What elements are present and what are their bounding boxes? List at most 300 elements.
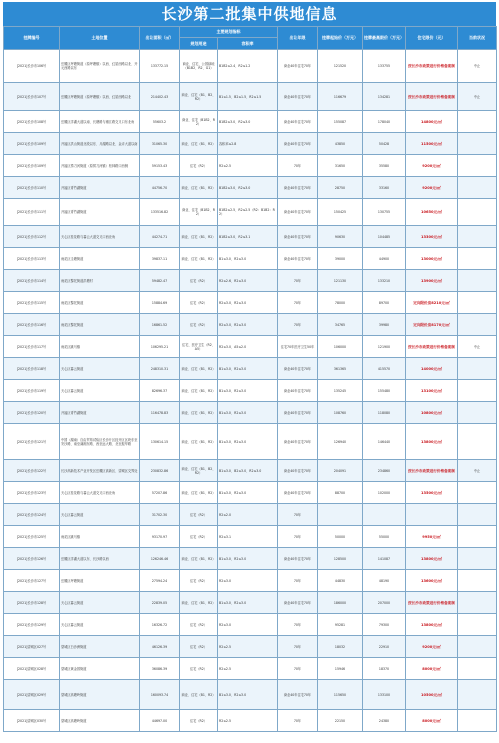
lot-no-cell: [2021]长沙市106号	[4, 50, 60, 83]
start-price-cell: 22150	[318, 710, 363, 732]
use-cell: 住宅（R2）	[180, 636, 218, 658]
volume-cell: B1≤1.5、B2≤1.5、R2≤1.5	[218, 83, 278, 111]
lot-no-cell: [2021]长沙市108号	[4, 111, 60, 133]
term-cell: 商业40年住宅70年	[278, 111, 318, 133]
volume-cell: B1≤3.0、R2≤3.0	[218, 248, 278, 270]
area-cell: 248310.31	[140, 358, 180, 380]
term-cell: 70年	[278, 314, 318, 336]
position-cell: 天心区暮云街道	[60, 380, 140, 402]
use-cell: 商业、住宅（B1、R2）	[180, 680, 218, 710]
status-cell	[458, 570, 497, 592]
max-price-cell: 121900	[363, 336, 406, 358]
use-cell: 商业、住宅（B1、R2）	[180, 592, 218, 614]
header-start-price: 挂牌起始价（万元）	[318, 27, 363, 50]
lot-no-cell: [2021]长沙市112号	[4, 226, 60, 248]
header-position: 土地位置	[60, 27, 140, 50]
header-area: 出让面积（㎡）	[140, 27, 180, 50]
position-cell: 雨花区跳马镇	[60, 336, 140, 358]
term-cell: 商业40年住宅70年	[278, 358, 318, 380]
start-price-cell: 108760	[318, 402, 363, 424]
use-cell: 住宅（R2）	[180, 570, 218, 592]
status-cell	[458, 270, 497, 292]
term-cell: 商业40年住宅70年	[278, 199, 318, 226]
term-cell: 商业40年住宅70年	[278, 248, 318, 270]
area-cell: 16326.72	[140, 614, 180, 636]
position-cell: 长沙高新技术产业开发区岳麓区高新区、望城区交界处	[60, 460, 140, 482]
housing-price-cell: 按长沙市政策进行价格备案制	[406, 460, 458, 482]
area-cell: 44274.71	[140, 226, 180, 248]
area-cell: 36086.39	[140, 658, 180, 680]
term-cell: 商业40年住宅70年	[278, 424, 318, 460]
term-cell: 70年	[278, 526, 318, 548]
position-cell: 望城区黄金园街道	[60, 658, 140, 680]
start-price-cell: 361365	[318, 358, 363, 380]
status-cell: 中止	[458, 336, 497, 358]
use-cell: 商业、住宅（B1、B2、R2）	[180, 460, 218, 482]
use-cell: 住宅（R2）	[180, 504, 218, 526]
term-cell: 商业40年住宅70年	[278, 380, 318, 402]
status-cell	[458, 226, 497, 248]
status-cell	[458, 482, 497, 504]
position-cell: 开福区青竹湖街道	[60, 199, 140, 226]
use-cell: 商业、住宅（B1、R2）	[180, 424, 218, 460]
start-price-cell: 128500	[318, 548, 363, 570]
lot-no-cell: [2021]长沙市115号	[4, 292, 60, 314]
status-cell	[458, 292, 497, 314]
start-price-cell: 90630	[318, 226, 363, 248]
status-cell	[458, 548, 497, 570]
use-cell: 住宅（R2）	[180, 710, 218, 732]
position-cell: 雨花区黎托街道洪塘村	[60, 270, 140, 292]
position-cell: 岳麓区坪塘街道（原坪塘镇）以西、红星西路以北	[60, 83, 140, 111]
lot-no-cell: [2021]望城区030号	[4, 710, 60, 732]
position-cell: 开福区捞刀河街道（原捞刀河镇）松林路口西侧	[60, 155, 140, 177]
max-price-cell: 55000	[363, 526, 406, 548]
volume-cell: R2≤3.1	[218, 526, 278, 548]
max-price-cell: 130755	[363, 199, 406, 226]
volume-cell: 容积率≤2.8	[218, 133, 278, 155]
start-price-cell	[318, 504, 363, 526]
table-row	[4, 314, 497, 336]
position-cell: 开福区青竹湖街道	[60, 177, 140, 199]
status-cell	[458, 199, 497, 226]
start-price-cell: 121520	[318, 50, 363, 83]
max-price-cell: 89700	[363, 292, 406, 314]
volume-cell: R2≤2.5	[218, 658, 278, 680]
use-cell: 商业、住宅（B1、R2）	[180, 548, 218, 570]
status-cell	[458, 658, 497, 680]
position-cell: 天心区桂花路与暮云大道交叉口西北角	[60, 482, 140, 504]
term-cell: 商业40年住宅70年	[278, 177, 318, 199]
max-price-cell: 104485	[363, 226, 406, 248]
term-cell: 70年	[278, 710, 318, 732]
position-cell: 雨花区黎托街道	[60, 292, 140, 314]
max-price-cell: 22910	[363, 636, 406, 658]
housing-price-cell: 定向限价房8170元/㎡	[406, 314, 458, 336]
volume-cell: B1≤3.0、R2≤3.0	[218, 482, 278, 504]
start-price-cell: 39000	[318, 248, 363, 270]
max-price-cell: 39980	[363, 314, 406, 336]
use-cell: 商业、住宅（B1、R2）	[180, 248, 218, 270]
start-price-cell: 186000	[318, 592, 363, 614]
area-cell: 116478.83	[140, 402, 180, 424]
position-cell: 雨花区黎托街道	[60, 314, 140, 336]
volume-cell: B1B2≤3.0、R2≤3.0	[218, 111, 278, 133]
lot-no-cell: [2021]长沙市123号	[4, 482, 60, 504]
header-status: 当前状况	[458, 27, 497, 50]
volume-cell: B1≤3.0、B2≤3.0、R2≤3.0	[218, 460, 278, 482]
start-price-cell: 31650	[318, 155, 363, 177]
max-price-cell: 134281	[363, 83, 406, 111]
housing-price-cell: 按长沙市政策进行价格备案制	[406, 336, 458, 358]
header-use: 规划用途	[180, 38, 218, 50]
housing-price-cell: 8000元/㎡	[406, 710, 458, 732]
housing-price-cell: 13900元/㎡	[406, 270, 458, 292]
term-cell: 商业40年住宅70年	[278, 592, 318, 614]
volume-cell: B1≤3.0、R2≤3.0	[218, 358, 278, 380]
status-cell	[458, 424, 497, 460]
lot-no-cell: [2021]长沙市117号	[4, 336, 60, 358]
table-row	[4, 526, 497, 548]
max-price-cell: 178040	[363, 111, 406, 133]
position-cell: 岳麓区坪塘街道（原坪塘镇）以西、红星西路以北、开元西路以东	[60, 50, 140, 83]
term-cell: 商业40年住宅70年	[278, 50, 318, 83]
table-row	[4, 424, 497, 460]
area-cell: 59482.47	[140, 270, 180, 292]
lot-no-cell: [2021]长沙市116号	[4, 314, 60, 336]
table-row	[4, 482, 497, 504]
status-cell	[458, 710, 497, 732]
position-cell: 天心区暮云街道	[60, 504, 140, 526]
lot-no-cell: [2021]长沙市107号	[4, 83, 60, 111]
lot-no-cell: [2021]长沙市122号	[4, 460, 60, 482]
area-cell: 126246.46	[140, 548, 180, 570]
max-price-cell: 415570	[363, 358, 406, 380]
area-cell: 130614.15	[140, 424, 180, 460]
table-row	[4, 226, 497, 248]
table-row	[4, 402, 497, 424]
area-cell: 31702.30	[140, 504, 180, 526]
header-main-indicators: 主要规划指标	[180, 27, 278, 38]
table-row	[4, 177, 497, 199]
use-cell: 商业、住宅（B1、B2、R2）	[180, 83, 218, 111]
use-cell: 住宅（R2）	[180, 292, 218, 314]
volume-cell: R2≤2.0	[218, 504, 278, 526]
table-row	[4, 292, 497, 314]
housing-price-cell: 按长沙市政策进行价格备案制	[406, 50, 458, 83]
position-cell: 岳麓区洋湖大道以东、长沙路以西	[60, 548, 140, 570]
area-cell: 16861.52	[140, 314, 180, 336]
position-cell: 开福区青竹湖街道	[60, 402, 140, 424]
housing-price-cell: 按长沙市政策进行价格备案制	[406, 83, 458, 111]
table-row	[4, 592, 497, 614]
status-cell: 中止	[458, 460, 497, 482]
start-price-cell: 95281	[318, 614, 363, 636]
position-cell: 望城区高塘岭街道	[60, 710, 140, 732]
lot-no-cell: [2021]望城区028号	[4, 658, 60, 680]
housing-price-cell: 9200元/㎡	[406, 155, 458, 177]
volume-cell: R2≤3.0	[218, 570, 278, 592]
table-row	[4, 155, 497, 177]
start-price-cell: 88700	[318, 482, 363, 504]
area-cell: 15884.69	[140, 292, 180, 314]
max-price-cell: 133100	[363, 680, 406, 710]
use-cell: 住宅（R2）	[180, 614, 218, 636]
max-price-cell	[363, 504, 406, 526]
start-price-cell: 115650	[318, 680, 363, 710]
area-cell: 27594.24	[140, 570, 180, 592]
housing-price-cell: 13800元/㎡	[406, 614, 458, 636]
start-price-cell: 135245	[318, 380, 363, 402]
lot-no-cell: [2021]长沙市118号	[4, 358, 60, 380]
table-row	[4, 504, 497, 526]
housing-price-cell: 14000元/㎡	[406, 358, 458, 380]
term-cell: 70年	[278, 270, 318, 292]
status-cell	[458, 526, 497, 548]
start-price-cell: 78000	[318, 292, 363, 314]
status-cell	[458, 111, 497, 133]
lot-no-cell: [2021]长沙市125号	[4, 526, 60, 548]
area-cell: 106295.21	[140, 336, 180, 358]
term-cell: 商业40年住宅70年	[278, 226, 318, 248]
table-row	[4, 111, 497, 133]
volume-cell: R2≤3.0、R2≤3.0	[218, 314, 278, 336]
position-cell: 岳麓区坪塘街道	[60, 570, 140, 592]
term-cell: 70年	[278, 155, 318, 177]
area-cell: 22839.05	[140, 592, 180, 614]
max-price-cell: 35580	[363, 155, 406, 177]
lot-no-cell: [2021]长沙市113号	[4, 248, 60, 270]
area-cell: 160093.74	[140, 680, 180, 710]
max-price-cell: 18370	[363, 658, 406, 680]
use-cell: 商业、住宅（B1B2、R2）	[180, 111, 218, 133]
table-row	[4, 133, 497, 155]
status-cell	[458, 402, 497, 424]
area-cell: 57207.86	[140, 482, 180, 504]
start-price-cell: 126940	[318, 424, 363, 460]
start-price-cell: 150425	[318, 199, 363, 226]
term-cell: 70年	[278, 658, 318, 680]
max-price-cell: 118080	[363, 402, 406, 424]
volume-cell: R2≤3.0	[218, 614, 278, 636]
volume-cell: R2≤2.5	[218, 155, 278, 177]
max-price-cell: 207000	[363, 592, 406, 614]
lot-no-cell: [2021]长沙市126号	[4, 548, 60, 570]
table-row	[4, 199, 497, 226]
status-cell	[458, 504, 497, 526]
header-housing-price: 住宅限价（元）	[406, 27, 458, 50]
position-cell: 岳麓区洋湖大道以南、长塘路与湘江路交叉口东北角	[60, 111, 140, 133]
volume-cell: B1B2≤3.0、R2≤3.1	[218, 226, 278, 248]
volume-cell: R2≤3.0、A5≤2.0	[218, 336, 278, 358]
status-cell: 中止	[458, 83, 497, 111]
max-price-cell: 133755	[363, 50, 406, 83]
lot-no-cell: [2021]长沙市114号	[4, 270, 60, 292]
position-cell: 天心区暮云街道	[60, 592, 140, 614]
volume-cell: B1≤3.0、R2≤3.0	[218, 380, 278, 402]
start-price-cell: 15946	[318, 658, 363, 680]
max-price-cell: 141087	[363, 548, 406, 570]
area-cell: 230832.86	[140, 460, 180, 482]
use-cell: 商业、住宅（B1、R2）	[180, 226, 218, 248]
term-cell: 70年	[278, 292, 318, 314]
term-cell: 商业40年住宅70年	[278, 83, 318, 111]
max-price-cell: 102000	[363, 482, 406, 504]
table-body	[4, 50, 497, 732]
area-cell: 46126.39	[140, 636, 180, 658]
status-cell	[458, 133, 497, 155]
max-price-cell: 48190	[363, 570, 406, 592]
lot-no-cell: [2021]长沙市111号	[4, 199, 60, 226]
status-cell	[458, 680, 497, 710]
area-cell: 44756.70	[140, 177, 180, 199]
term-cell: 商业40年住宅70年	[278, 402, 318, 424]
table-row	[4, 658, 497, 680]
term-cell: 住宅70年医疗卫生50年	[278, 336, 318, 358]
term-cell: 商业40年住宅70年	[278, 548, 318, 570]
housing-price-cell: 13100元/㎡	[406, 380, 458, 402]
land-table	[3, 26, 497, 732]
area-cell: 31065.30	[140, 133, 180, 155]
lot-no-cell: [2021]长沙市124号	[4, 504, 60, 526]
use-cell: 住宅（R2）	[180, 270, 218, 292]
area-cell: 59153.43	[140, 155, 180, 177]
housing-price-cell: 8000元/㎡	[406, 658, 458, 680]
table-row	[4, 570, 497, 592]
volume-cell: B1≤3.0、R2≤3.0	[218, 592, 278, 614]
volume-cell: B1B2≤2.4、R2≤1.2	[218, 50, 278, 83]
status-cell	[458, 155, 497, 177]
use-cell: 商业、住宅（B1、R2）	[180, 358, 218, 380]
lot-no-cell: [2021]望城区029号	[4, 680, 60, 710]
housing-price-cell: 13300元/㎡	[406, 226, 458, 248]
position-cell: 天心区暮云街道	[60, 358, 140, 380]
header-max-price: 挂牌最高限价（万元）	[363, 27, 406, 50]
lot-no-cell: [2021]长沙市119号	[4, 380, 60, 402]
position-cell: 雨花区跳马镇	[60, 526, 140, 548]
status-cell	[458, 248, 497, 270]
table-row	[4, 636, 497, 658]
use-cell: 住宅、医疗卫生（R2、A5）	[180, 336, 218, 358]
use-cell: 住宅（R2）	[180, 658, 218, 680]
housing-price-cell: 13800元/㎡	[406, 424, 458, 460]
position-cell: 天心区暮云街道	[60, 614, 140, 636]
housing-price-cell	[406, 504, 458, 526]
volume-cell: B1≤3.0、R2≤3.0	[218, 424, 278, 460]
start-price-cell: 155087	[318, 111, 363, 133]
status-cell	[458, 358, 497, 380]
use-cell: 住宅（R2）	[180, 526, 218, 548]
term-cell: 商业40年住宅70年	[278, 133, 318, 155]
start-price-cell: 50000	[318, 526, 363, 548]
max-price-cell: 24380	[363, 710, 406, 732]
area-cell: 133772.15	[140, 50, 180, 83]
use-cell: 商业、住宅（B1、R2）	[180, 482, 218, 504]
area-cell: 93170.97	[140, 526, 180, 548]
header-volume: 容积率	[218, 38, 278, 50]
use-cell: 商业、住宅、公园绿地（B1B2、R2、G1）	[180, 50, 218, 83]
housing-price-cell: 13000元/㎡	[406, 248, 458, 270]
area-cell: 44697.00	[140, 710, 180, 732]
volume-cell: R2≤2.5	[218, 636, 278, 658]
term-cell: 商业40年住宅70年	[278, 482, 318, 504]
volume-cell: R2≤3.0、R2≤3.0	[218, 292, 278, 314]
lot-no-cell: [2021]长沙市109号	[4, 155, 60, 177]
term-cell: 商业40年住宅70年	[278, 680, 318, 710]
max-price-cell: 133210	[363, 270, 406, 292]
housing-price-cell: 9200元/㎡	[406, 636, 458, 658]
start-price-cell: 121130	[318, 270, 363, 292]
table-row	[4, 270, 497, 292]
term-cell: 70年	[278, 636, 318, 658]
use-cell: 商业、住宅（B1、R2）	[180, 133, 218, 155]
start-price-cell: 44830	[318, 570, 363, 592]
volume-cell: B1≤3.0、R2≤3.0	[218, 548, 278, 570]
start-price-cell: 106000	[318, 336, 363, 358]
use-cell: 住宅（R2）	[180, 314, 218, 336]
table-row	[4, 680, 497, 710]
max-price-cell: 234860	[363, 460, 406, 482]
status-cell	[458, 614, 497, 636]
lot-no-cell: [2021]长沙市120号	[4, 402, 60, 424]
status-cell	[458, 177, 497, 199]
start-price-cell: 28750	[318, 177, 363, 199]
volume-cell: B1B2≤2.5、R2≤2.5（R2：B1B2：R2）	[218, 199, 278, 226]
max-price-cell: 155480	[363, 380, 406, 402]
max-price-cell: 50428	[363, 133, 406, 155]
housing-price-cell: 14800元/㎡	[406, 111, 458, 133]
use-cell: 商业、住宅（B1、R2）	[180, 177, 218, 199]
lot-no-cell: [2021]长沙市127号	[4, 570, 60, 592]
max-price-cell: 146440	[363, 424, 406, 460]
housing-price-cell: 13500元/㎡	[406, 482, 458, 504]
land-supply-sheet	[3, 2, 496, 739]
status-cell: 中止	[458, 50, 497, 83]
start-price-cell: 116679	[318, 83, 363, 111]
table-row	[4, 248, 497, 270]
position-cell: 中国（湖南）自由贸易试验区长沙片区经开区区块东至安沙路、南至漓湘东路、西至远大路、北至振华路	[60, 424, 140, 460]
housing-price-cell: 13800元/㎡	[406, 548, 458, 570]
page-title: 长沙第二批集中供地信息	[3, 2, 496, 26]
housing-price-cell: 定向限价房8210元/㎡	[406, 292, 458, 314]
volume-cell: B1≤3.0、R2≤3.0	[218, 680, 278, 710]
max-price-cell: 79300	[363, 614, 406, 636]
volume-cell: B1B2≤3.0、R2≤3.0	[218, 177, 278, 199]
table-row	[4, 460, 497, 482]
housing-price-cell: 10500元/㎡	[406, 680, 458, 710]
housing-price-cell: 9950元/㎡	[406, 526, 458, 548]
start-price-cell: 34765	[318, 314, 363, 336]
position-cell: 雨花区圭塘街道	[60, 248, 140, 270]
status-cell	[458, 380, 497, 402]
term-cell: 70年	[278, 570, 318, 592]
max-price-cell: 44900	[363, 248, 406, 270]
table-row	[4, 336, 497, 358]
volume-cell: R2≤2.6、R2≤3.0	[218, 270, 278, 292]
volume-cell: B1≤3.0、R2≤3.0	[218, 402, 278, 424]
use-cell: 商业、住宅（B1、R2）	[180, 380, 218, 402]
header-term: 出让年限	[278, 27, 318, 50]
start-price-cell: 18032	[318, 636, 363, 658]
table-row	[4, 548, 497, 570]
volume-cell: R2≤2.5	[218, 710, 278, 732]
housing-price-cell: 10650元/㎡	[406, 199, 458, 226]
position-cell: 望城区白沙洲街道	[60, 636, 140, 658]
lot-no-cell: [2021]长沙市121号	[4, 424, 60, 460]
max-price-cell: 33160	[363, 177, 406, 199]
area-cell: 39837.11	[140, 248, 180, 270]
use-cell: 商业、住宅（B1B2、R2）	[180, 199, 218, 226]
